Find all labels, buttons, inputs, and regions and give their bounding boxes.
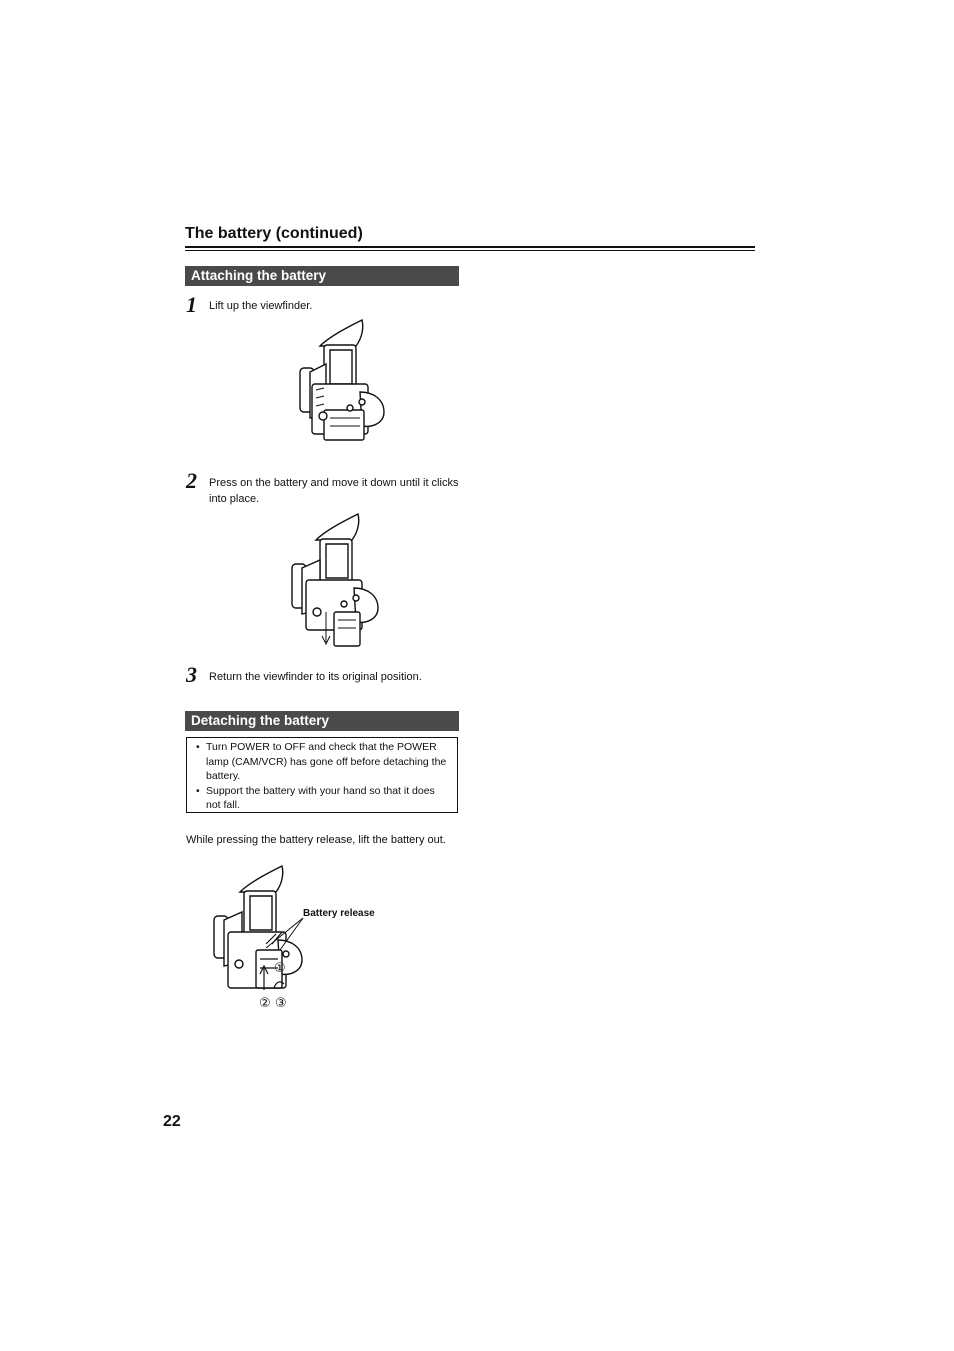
camcorder-illustration-1 bbox=[290, 318, 390, 448]
battery-release-leader bbox=[260, 914, 310, 954]
marker-3: ③ bbox=[275, 995, 287, 1010]
caution-note: • Turn POWER to OFF and check that the POWER lamp (CAM/VCR) has gone off before detaching the battery. bbox=[195, 740, 449, 784]
title-rule-thin bbox=[185, 250, 755, 251]
step-1-number: 1 bbox=[186, 292, 197, 317]
page-section-title: The battery (continued) bbox=[185, 225, 363, 242]
marker-2: ② bbox=[259, 995, 271, 1010]
attaching-heading: Attaching the battery bbox=[185, 266, 459, 286]
step-1-text: Lift up the viewfinder. bbox=[209, 300, 313, 312]
title-rule-thick bbox=[185, 246, 755, 248]
step-3-number: 3 bbox=[186, 662, 197, 687]
step-2-text: Press on the battery and move it down until it clicks into place. bbox=[209, 477, 459, 505]
detaching-heading: Detaching the battery bbox=[185, 711, 459, 731]
marker-1: ① bbox=[274, 960, 286, 975]
detach-instruction: While pressing the battery release, lift the battery out. bbox=[186, 834, 446, 846]
step-2-number: 2 bbox=[186, 468, 197, 493]
caution-notes-box bbox=[186, 737, 458, 813]
caution-note: • Support the battery with your hand so that it does not fall. bbox=[195, 784, 449, 813]
battery-release-label: Battery release bbox=[303, 908, 375, 919]
camcorder-illustration-2 bbox=[286, 512, 386, 648]
step-3-text: Return the viewfinder to its original position. bbox=[209, 671, 422, 683]
page-number: 22 bbox=[163, 1113, 181, 1130]
